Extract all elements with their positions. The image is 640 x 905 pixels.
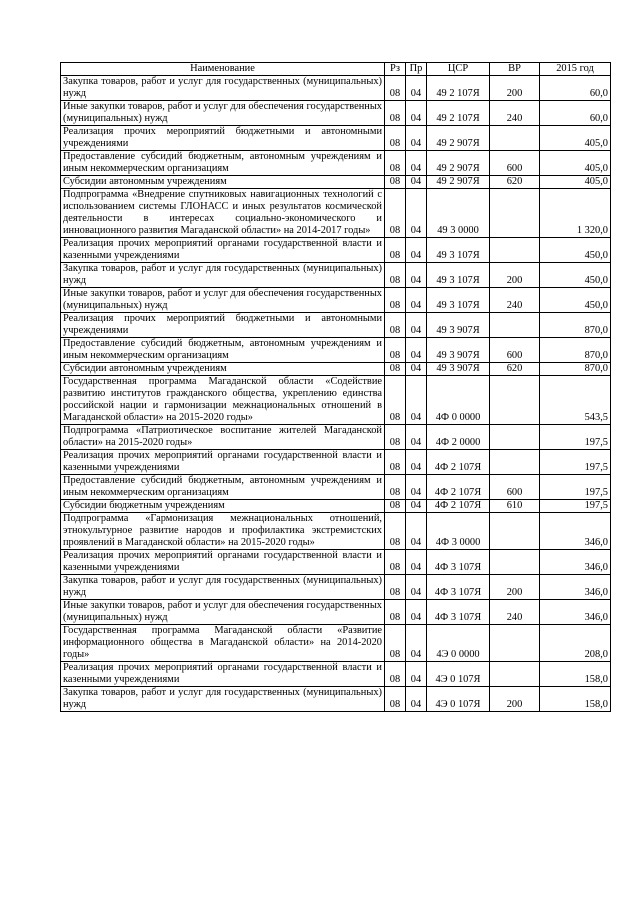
cell-vr: 240 <box>490 288 540 313</box>
cell-sum: 60,0 <box>540 76 611 101</box>
table-row <box>61 513 611 550</box>
cell-pr: 04 <box>406 263 427 288</box>
cell-csr: 4Ф 2 107Я <box>427 500 490 513</box>
cell-name: Субсидии автономным учреждениям <box>61 176 385 189</box>
cell-name: Реализация прочих мероприятий органами государственной власти и казенными учреждениями <box>61 550 385 575</box>
table-row <box>61 687 611 712</box>
cell-csr: 4Ф 3 0000 <box>427 513 490 550</box>
table-row <box>61 600 611 625</box>
cell-vr <box>490 189 540 238</box>
table-row <box>61 101 611 126</box>
cell-csr: 4Э 0 0000 <box>427 625 490 662</box>
cell-rz: 08 <box>385 575 406 600</box>
cell-name: Государственная программа Магаданской области «Развитие информационного общества в Магаданской области» на 2014-2020 годы» <box>61 625 385 662</box>
cell-sum: 346,0 <box>540 513 611 550</box>
table-row <box>61 263 611 288</box>
cell-sum: 543,5 <box>540 376 611 425</box>
header-name: Наименование <box>61 63 385 76</box>
table-row <box>61 76 611 101</box>
table-row <box>61 189 611 238</box>
table-row <box>61 338 611 363</box>
cell-sum: 208,0 <box>540 625 611 662</box>
cell-rz: 08 <box>385 450 406 475</box>
cell-pr: 04 <box>406 151 427 176</box>
table-row <box>61 376 611 425</box>
cell-pr: 04 <box>406 450 427 475</box>
cell-name: Закупка товаров, работ и услуг для государственных (муниципальных) нужд <box>61 687 385 712</box>
cell-pr: 04 <box>406 600 427 625</box>
cell-rz: 08 <box>385 151 406 176</box>
cell-rz: 08 <box>385 600 406 625</box>
cell-pr: 04 <box>406 500 427 513</box>
cell-vr <box>490 662 540 687</box>
cell-name: Предоставление субсидий бюджетным, автономным учреждениям и иным некоммерческим организациям <box>61 151 385 176</box>
cell-rz: 08 <box>385 189 406 238</box>
cell-pr: 04 <box>406 101 427 126</box>
cell-name: Подпрограмма «Внедрение спутниковых навигационных технологий с использованием системы ГЛОНАСС и иных результатов космической деятельности в интересах социально-экономического и инновационного развития Магаданской области» на 2014-2017 годы» <box>61 189 385 238</box>
cell-name: Закупка товаров, работ и услуг для государственных (муниципальных) нужд <box>61 76 385 101</box>
cell-rz: 08 <box>385 101 406 126</box>
cell-rz: 08 <box>385 176 406 189</box>
cell-pr: 04 <box>406 189 427 238</box>
cell-rz: 08 <box>385 513 406 550</box>
cell-name: Реализация прочих мероприятий органами государственной власти и казенными учреждениями <box>61 662 385 687</box>
cell-csr: 49 3 107Я <box>427 263 490 288</box>
cell-vr <box>490 313 540 338</box>
cell-sum: 158,0 <box>540 662 611 687</box>
cell-name: Предоставление субсидий бюджетным, автономным учреждениям и иным некоммерческим организациям <box>61 338 385 363</box>
cell-sum: 346,0 <box>540 600 611 625</box>
cell-sum: 405,0 <box>540 126 611 151</box>
cell-name: Государственная программа Магаданской области «Содействие развитию институтов гражданского общества, укреплению единства российской нации и гармонизации межнациональных отношений в Магаданской области» на 2015-2020 годы» <box>61 376 385 425</box>
table-row <box>61 425 611 450</box>
table-row <box>61 550 611 575</box>
table-row <box>61 625 611 662</box>
cell-name: Субсидии бюджетным учреждениям <box>61 500 385 513</box>
cell-vr: 620 <box>490 363 540 376</box>
cell-csr: 49 2 907Я <box>427 176 490 189</box>
cell-pr: 04 <box>406 76 427 101</box>
cell-vr <box>490 625 540 662</box>
header-rz: Рз <box>385 63 406 76</box>
cell-rz: 08 <box>385 687 406 712</box>
cell-vr <box>490 513 540 550</box>
cell-pr: 04 <box>406 575 427 600</box>
cell-vr <box>490 126 540 151</box>
cell-vr: 610 <box>490 500 540 513</box>
cell-csr: 49 3 907Я <box>427 338 490 363</box>
cell-name: Закупка товаров, работ и услуг для государственных (муниципальных) нужд <box>61 575 385 600</box>
cell-vr: 600 <box>490 151 540 176</box>
cell-sum: 158,0 <box>540 687 611 712</box>
cell-pr: 04 <box>406 550 427 575</box>
cell-name: Иные закупки товаров, работ и услуг для обеспечения государственных (муниципальных) нужд <box>61 600 385 625</box>
cell-rz: 08 <box>385 288 406 313</box>
cell-csr: 4Ф 2 107Я <box>427 475 490 500</box>
cell-vr: 600 <box>490 475 540 500</box>
table-row <box>61 575 611 600</box>
cell-pr: 04 <box>406 513 427 550</box>
cell-name: Подпрограмма «Гармонизация межнациональных отношений, этнокультурное развитие народов и профилактика экстремистских проявлений в Магаданской области» на 2015-2020 годы» <box>61 513 385 550</box>
cell-pr: 04 <box>406 176 427 189</box>
cell-vr: 200 <box>490 575 540 600</box>
cell-sum: 870,0 <box>540 363 611 376</box>
table-body <box>61 76 611 712</box>
table-row <box>61 238 611 263</box>
cell-sum: 197,5 <box>540 500 611 513</box>
cell-csr: 4Ф 3 107Я <box>427 550 490 575</box>
cell-name: Реализация прочих мероприятий органами государственной власти и казенными учреждениями <box>61 238 385 263</box>
cell-vr <box>490 425 540 450</box>
table-row <box>61 662 611 687</box>
cell-name: Иные закупки товаров, работ и услуг для обеспечения государственных (муниципальных) нужд <box>61 288 385 313</box>
table-row <box>61 151 611 176</box>
cell-pr: 04 <box>406 687 427 712</box>
cell-csr: 4Ф 0 0000 <box>427 376 490 425</box>
cell-rz: 08 <box>385 425 406 450</box>
cell-rz: 08 <box>385 376 406 425</box>
cell-sum: 197,5 <box>540 425 611 450</box>
cell-vr <box>490 550 540 575</box>
cell-pr: 04 <box>406 625 427 662</box>
cell-sum: 197,5 <box>540 475 611 500</box>
cell-rz: 08 <box>385 550 406 575</box>
cell-vr <box>490 376 540 425</box>
cell-sum: 346,0 <box>540 550 611 575</box>
cell-name: Реализация прочих мероприятий органами государственной власти и казенными учреждениями <box>61 450 385 475</box>
header-vr: ВР <box>490 63 540 76</box>
cell-name: Реализация прочих мероприятий бюджетными и автономными учреждениями <box>61 126 385 151</box>
cell-csr: 49 3 107Я <box>427 288 490 313</box>
cell-sum: 450,0 <box>540 263 611 288</box>
cell-csr: 49 3 907Я <box>427 363 490 376</box>
cell-csr: 4Ф 3 107Я <box>427 575 490 600</box>
cell-sum: 870,0 <box>540 313 611 338</box>
cell-csr: 4Ф 2 0000 <box>427 425 490 450</box>
cell-csr: 49 2 107Я <box>427 101 490 126</box>
table-row <box>61 288 611 313</box>
table-row <box>61 176 611 189</box>
cell-name: Предоставление субсидий бюджетным, автономным учреждениям и иным некоммерческим организациям <box>61 475 385 500</box>
cell-pr: 04 <box>406 238 427 263</box>
table-row <box>61 500 611 513</box>
cell-vr: 620 <box>490 176 540 189</box>
cell-pr: 04 <box>406 313 427 338</box>
cell-rz: 08 <box>385 475 406 500</box>
cell-pr: 04 <box>406 475 427 500</box>
cell-sum: 405,0 <box>540 151 611 176</box>
cell-pr: 04 <box>406 376 427 425</box>
table-row <box>61 475 611 500</box>
cell-name: Подпрограмма «Патриотическое воспитание жителей Магаданской области» на 2015-2020 годы» <box>61 425 385 450</box>
cell-name: Иные закупки товаров, работ и услуг для обеспечения государственных (муниципальных) нужд <box>61 101 385 126</box>
cell-pr: 04 <box>406 425 427 450</box>
cell-vr: 240 <box>490 600 540 625</box>
cell-csr: 4Ф 3 107Я <box>427 600 490 625</box>
cell-pr: 04 <box>406 662 427 687</box>
cell-pr: 04 <box>406 338 427 363</box>
cell-name: Реализация прочих мероприятий бюджетными и автономными учреждениями <box>61 313 385 338</box>
cell-csr: 4Э 0 107Я <box>427 687 490 712</box>
cell-rz: 08 <box>385 126 406 151</box>
cell-rz: 08 <box>385 263 406 288</box>
cell-pr: 04 <box>406 126 427 151</box>
cell-vr: 600 <box>490 338 540 363</box>
cell-rz: 08 <box>385 662 406 687</box>
cell-pr: 04 <box>406 288 427 313</box>
cell-sum: 405,0 <box>540 176 611 189</box>
cell-csr: 49 2 907Я <box>427 151 490 176</box>
cell-rz: 08 <box>385 313 406 338</box>
cell-csr: 49 3 907Я <box>427 313 490 338</box>
cell-rz: 08 <box>385 500 406 513</box>
cell-sum: 197,5 <box>540 450 611 475</box>
budget-table <box>60 62 611 712</box>
cell-sum: 346,0 <box>540 575 611 600</box>
cell-csr: 49 2 907Я <box>427 126 490 151</box>
cell-vr: 240 <box>490 101 540 126</box>
cell-rz: 08 <box>385 238 406 263</box>
cell-sum: 870,0 <box>540 338 611 363</box>
cell-csr: 4Э 0 107Я <box>427 662 490 687</box>
cell-rz: 08 <box>385 76 406 101</box>
cell-sum: 1 320,0 <box>540 189 611 238</box>
cell-csr: 49 2 107Я <box>427 76 490 101</box>
table-row <box>61 313 611 338</box>
cell-vr: 200 <box>490 76 540 101</box>
header-pr: Пр <box>406 63 427 76</box>
table-row <box>61 363 611 376</box>
cell-rz: 08 <box>385 363 406 376</box>
cell-csr: 49 3 0000 <box>427 189 490 238</box>
cell-vr: 200 <box>490 263 540 288</box>
table-header-row <box>61 63 611 76</box>
header-year: 2015 год <box>540 63 611 76</box>
table-row <box>61 450 611 475</box>
cell-name: Закупка товаров, работ и услуг для государственных (муниципальных) нужд <box>61 263 385 288</box>
cell-sum: 60,0 <box>540 101 611 126</box>
header-csr: ЦСР <box>427 63 490 76</box>
cell-vr <box>490 238 540 263</box>
cell-sum: 450,0 <box>540 288 611 313</box>
table-row <box>61 126 611 151</box>
cell-csr: 49 3 107Я <box>427 238 490 263</box>
cell-vr <box>490 450 540 475</box>
cell-csr: 4Ф 2 107Я <box>427 450 490 475</box>
cell-name: Субсидии автономным учреждениям <box>61 363 385 376</box>
cell-rz: 08 <box>385 338 406 363</box>
cell-pr: 04 <box>406 363 427 376</box>
cell-rz: 08 <box>385 625 406 662</box>
cell-vr: 200 <box>490 687 540 712</box>
cell-sum: 450,0 <box>540 238 611 263</box>
